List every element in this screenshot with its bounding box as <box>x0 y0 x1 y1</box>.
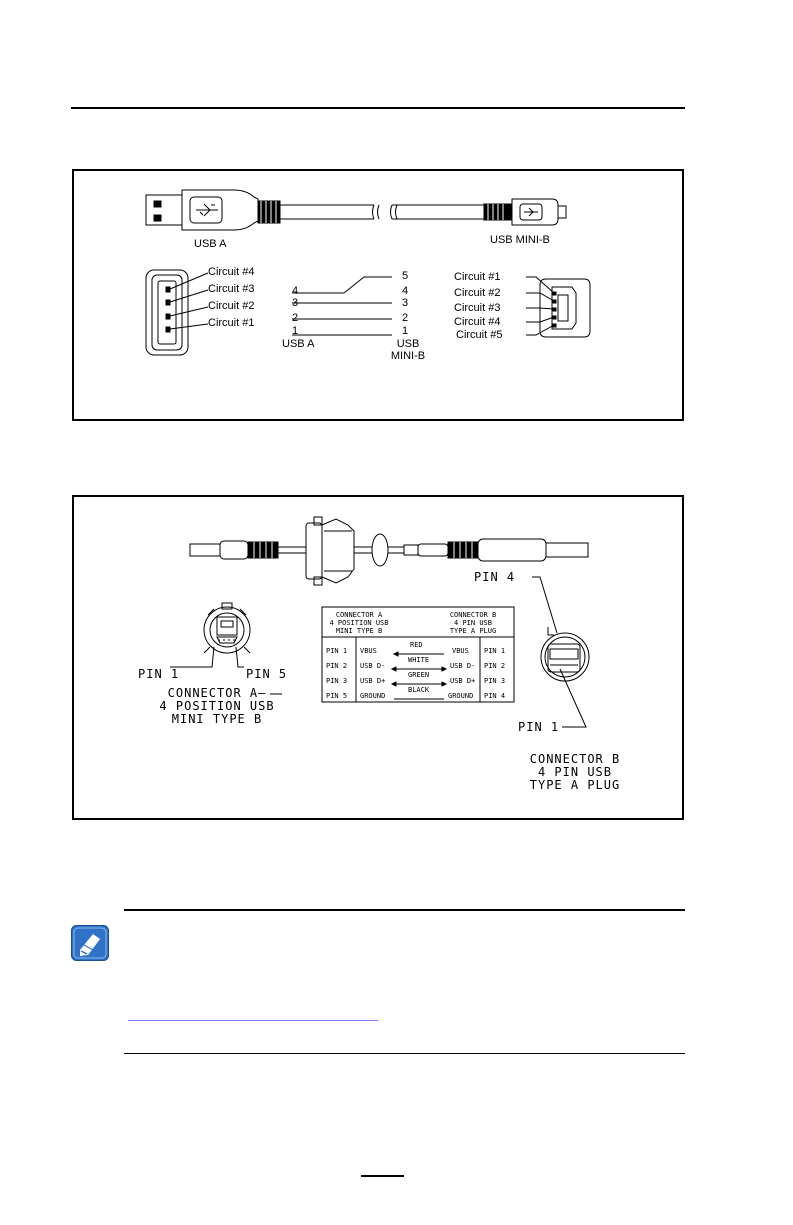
right-circuit-2: Circuit #2 <box>454 287 501 299</box>
pin5-label: PIN 5 <box>246 667 288 681</box>
right-circuit-4: Circuit #4 <box>454 316 501 328</box>
usb-mini-b-label: USB MINI-B <box>490 234 550 246</box>
pin4-label: PIN 4 <box>474 570 516 584</box>
table-row-3-sig-a: USB D+ <box>360 677 386 685</box>
wiring-usb-a-label: USB A <box>282 338 315 350</box>
table-row-4-pin-a: PIN 5 <box>326 692 348 700</box>
right-circuit-5: Circuit #5 <box>456 329 503 341</box>
footer-rule <box>361 1175 404 1177</box>
left-circuit-2: Circuit #2 <box>208 300 255 312</box>
right-circuit-1: Circuit #1 <box>454 271 501 283</box>
left-circuit-1: Circuit #1 <box>208 317 255 329</box>
connector-a-caption-line2: 4 POSITION USB <box>159 699 275 713</box>
table-row-1-pin-a: PIN 1 <box>326 647 348 655</box>
connector-b-caption-line2: 4 PIN USB <box>537 765 613 779</box>
table-row-3-color: GREEN <box>408 671 430 679</box>
left-circuit-4: Circuit #4 <box>208 266 255 278</box>
table-row-4-color: BLACK <box>408 686 430 694</box>
table-row-2-color: WHITE <box>408 656 430 664</box>
table-row-2-pin-a: PIN 2 <box>326 662 348 670</box>
pin1-right-label: PIN 1 <box>518 720 560 734</box>
table-row-4-pin-b: PIN 4 <box>484 692 506 700</box>
wire-left-4: 4 <box>292 285 299 297</box>
wire-left-3: 3 <box>292 297 299 309</box>
note-bottom-rule <box>124 1053 685 1054</box>
table-row-2-sig-a: USB D- <box>360 662 386 670</box>
left-circuit-3: Circuit #3 <box>208 283 255 295</box>
table-header-left <box>324 611 394 635</box>
connector-b-caption <box>510 753 640 792</box>
wire-right-1: 1 <box>402 325 409 337</box>
table-header-right-line1: CONNECTOR B <box>449 611 497 619</box>
table-header-right-line2: 4 PIN USB <box>454 619 492 627</box>
right-circuit-3: Circuit #3 <box>454 302 501 314</box>
wire-right-4: 4 <box>402 285 409 297</box>
table-header-right <box>438 611 508 635</box>
table-row-1-sig-b: VBUS <box>452 647 469 655</box>
table-row-3-pin-a: PIN 3 <box>326 677 348 685</box>
wire-left-1: 1 <box>292 325 299 337</box>
usb-cable-drawing <box>74 171 686 423</box>
connector-b-caption-line3: TYPE A PLUG <box>529 778 621 792</box>
connector-a-caption-line3: MINI TYPE B <box>171 712 263 726</box>
table-header-left-line2: 4 POSITION USB <box>329 619 389 627</box>
pin1-left-label: PIN 1 <box>138 667 180 681</box>
table-header-right-line3: TYPE A PLUG <box>449 627 497 635</box>
wire-right-3: 3 <box>402 297 409 309</box>
header-rule <box>71 107 685 109</box>
table-header-left-line1: CONNECTOR A <box>335 611 383 619</box>
note-link[interactable] <box>128 1020 378 1021</box>
connector-a-caption <box>142 687 292 726</box>
table-row-1-pin-b: PIN 1 <box>484 647 506 655</box>
table-row-3-sig-b: USB D+ <box>450 677 476 685</box>
table-row-4-sig-b: GROUND <box>448 692 474 700</box>
table-row-2-sig-b: USB D- <box>450 662 476 670</box>
table-row-1-color: RED <box>410 641 423 649</box>
connector-b-caption-line1: CONNECTOR B <box>529 752 621 766</box>
table-header-left-line3: MINI TYPE B <box>335 627 383 635</box>
usb-cable-pinout-figure <box>72 169 684 421</box>
table-row-1-sig-a: VBUS <box>360 647 377 655</box>
wiring-usb-mini-b-label: USB MINI-B <box>390 338 426 362</box>
cable-wiring-figure <box>72 495 684 820</box>
note-pencil-icon <box>71 925 109 961</box>
connector-a-caption-line1: CONNECTOR A— <box>167 686 267 700</box>
note-top-rule <box>124 909 685 911</box>
table-row-3-pin-b: PIN 3 <box>484 677 506 685</box>
table-row-2-pin-b: PIN 2 <box>484 662 506 670</box>
wire-right-2: 2 <box>402 312 409 324</box>
wire-left-2: 2 <box>292 312 299 324</box>
table-row-4-sig-a: GROUND <box>360 692 386 700</box>
usb-a-label: USB A <box>194 238 227 250</box>
wire-right-5: 5 <box>402 270 409 282</box>
